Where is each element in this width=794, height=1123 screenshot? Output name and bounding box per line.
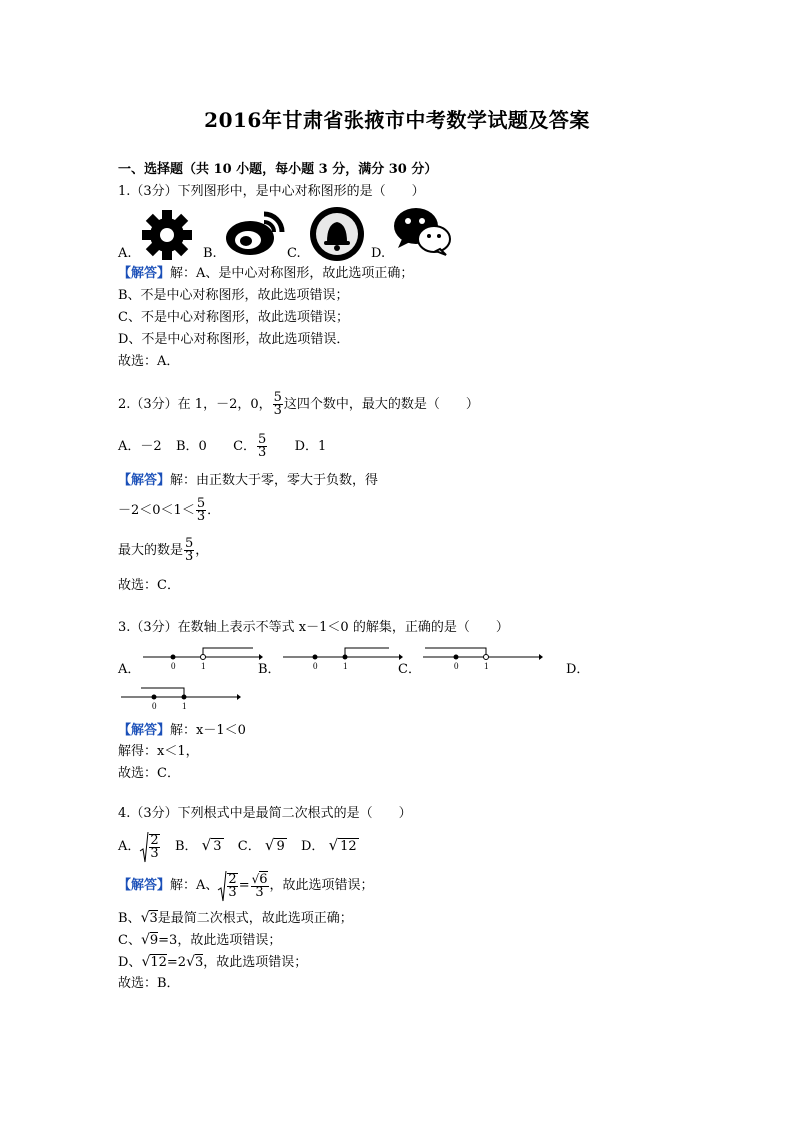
q2-answer-line-4: 故选：C． [118, 578, 180, 593]
fraction: $\frac{2}{3}$ [150, 832, 159, 861]
q2-answer-line-3: 最大的数是 $\frac{5}{3}$ ， [118, 536, 209, 564]
q4-answer-line-4: D、√12=2√3，故此选项错误； [118, 954, 308, 970]
gear-icon [140, 208, 194, 262]
fraction: $\frac{5}{3}$ [273, 390, 282, 418]
radical-sign: √ [264, 836, 275, 854]
radical-sign [140, 831, 148, 863]
q3-opt-a: A． [118, 662, 141, 677]
q1-answer-line-1: 【解答】解：A、是中心对称图形，故此选项正确； [118, 266, 414, 281]
q1-opt-a: A. [118, 246, 132, 261]
q4-answer-line-1: 【解答】解：A、 $\frac{2}{3}$ = $\frac{√6}{3}$ ，故此选项错误； [118, 871, 374, 900]
tick-label-0: 0 [171, 661, 176, 671]
fraction: $\frac{5}{3}$ [258, 432, 267, 460]
radical-sign: √ [201, 836, 212, 854]
tick-label-1: 1 [343, 661, 348, 671]
q4-opt-d: D． [301, 839, 325, 854]
number-line-c [423, 645, 543, 671]
q2-opt-c: C． [233, 439, 257, 454]
q1-answer-line-2: B、不是中心对称图形，故此选项错误； [118, 288, 349, 303]
fraction: $\frac{√6}{3}$ [251, 871, 268, 900]
q1-answer-line-5: 故选：A． [118, 354, 180, 369]
fraction: $\frac{5}{3}$ [196, 496, 206, 524]
tick-label-0: 0 [313, 661, 318, 671]
answer-tag: 【解答】 [118, 473, 171, 488]
answer-tag: 【解答】 [118, 878, 171, 893]
q4-options: A． $\frac{2}{3}$ B． √ 3 C． √ 9 D． √ 12 [118, 832, 357, 861]
q1-opt-b: B. [203, 246, 217, 261]
q3-opt-d: D． [566, 662, 590, 677]
tick-label-0: 0 [152, 701, 157, 711]
q2-answer-line-1: 【解答】解：由正数大于零，零大于负数，得 [118, 473, 379, 488]
q4-opt-c: C． [237, 839, 261, 854]
wechat-icon [392, 206, 452, 256]
fraction: $\frac{2}{3}$ [228, 871, 237, 900]
q3-answer-line-3: 故选：C． [118, 766, 180, 781]
q3-stem: 3.（3分）在数轴上表示不等式 x－1＜0 的解集，正确的是（ ） [118, 620, 509, 635]
q4-answer-line-2: B、√3是最简二次根式，故此选项正确； [118, 910, 353, 926]
q2-opt-a: A．－2 [118, 439, 162, 454]
q1-answer-line-3: C、不是中心对称图形，故此选项错误； [118, 310, 349, 325]
number-line-b [283, 645, 403, 671]
q2-stem: 2.（3分）在 1，－2，0， $\frac{5}{3}$ 这四个数中，最大的数是（ ） [118, 390, 479, 418]
page-title: 2016年甘肃省张掖市中考数学试题及答案 [204, 108, 590, 132]
q4-opt-a: A． [118, 839, 141, 854]
q1-opt-c: C. [287, 246, 301, 261]
section-heading: 一、选择题（共 10 小题，每小题 3 分，满分 30 分） [118, 162, 438, 177]
tick-label-1: 1 [484, 661, 489, 671]
q2-opt-b: B．0 [175, 439, 207, 454]
q3-opt-b: B． [258, 662, 281, 677]
number-line-d [121, 685, 241, 711]
radical-sign: √ [328, 836, 339, 854]
answer-tag: 【解答】 [118, 266, 171, 281]
q4-answer-line-3: C、√9=3，故此选项错误； [118, 932, 282, 948]
q2-opt-d: D．1 [294, 439, 327, 454]
q3-answer-line-2: 解得：x＜1， [118, 744, 199, 759]
q4-stem: 4.（3分）下列根式中是最简二次根式的是（ ） [118, 806, 412, 821]
q2-answer-line-2: －2＜0＜1＜ $\frac{5}{3}$ ． [118, 496, 221, 524]
q1-stem: 1.（3分）下列图形中，是中心对称图形的是（ ） [118, 184, 425, 199]
q4-opt-b: B． [174, 839, 198, 854]
tick-label-0: 0 [454, 661, 459, 671]
q3-opt-c: C． [398, 662, 421, 677]
q1-answer-line-4: D、不是中心对称图形，故此选项错误． [118, 332, 350, 347]
q1-opt-d: D. [371, 246, 386, 261]
bell-icon [309, 206, 365, 262]
q3-answer-line-1: 【解答】解：x－1＜0 [118, 723, 246, 738]
weibo-icon [224, 208, 286, 258]
q4-answer-line-5: 故选：B． [118, 976, 180, 991]
answer-tag: 【解答】 [118, 723, 171, 738]
tick-label-1: 1 [182, 701, 187, 711]
q2-options [118, 434, 326, 459]
number-line-a [143, 645, 263, 671]
radical-sign [218, 870, 226, 902]
tick-label-1: 1 [201, 661, 206, 671]
fraction: $\frac{5}{3}$ [185, 536, 194, 564]
